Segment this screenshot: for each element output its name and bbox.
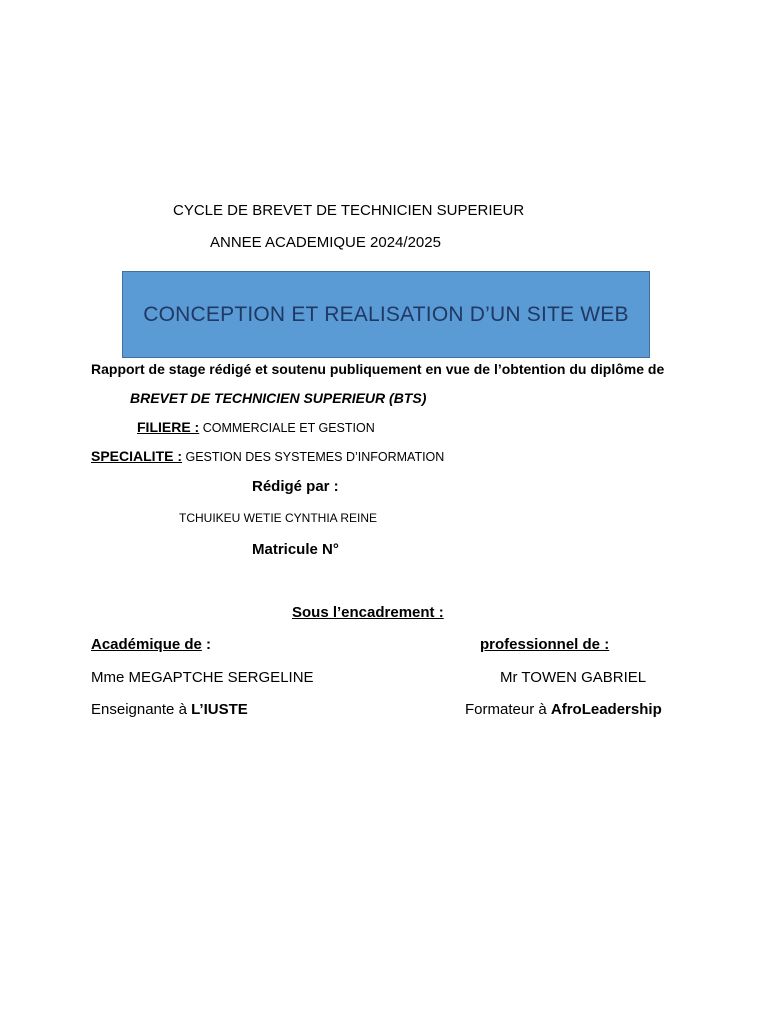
supervision-label: Sous l’encadrement :: [292, 604, 444, 621]
specialite-line: [91, 449, 444, 465]
professional-role-prefix: Formateur à: [465, 701, 551, 718]
cycle-heading: CYCLE DE BREVET DE TECHNICIEN SUPERIEUR: [173, 202, 525, 219]
report-intro: Rapport de stage rédigé et soutenu publiquement en vue de l’obtention du diplôme de: [91, 361, 665, 377]
filiere-line: [137, 420, 375, 436]
author-label: Rédigé par :: [252, 478, 339, 495]
document-title: CONCEPTION ET REALISATION D’UN SITE WEB: [143, 302, 629, 326]
academic-supervisor-heading: [91, 637, 211, 652]
professional-supervisor-heading: professionnel de :: [480, 636, 610, 653]
academic-supervisor-name: Mme MEGAPTCHE SERGELINE: [91, 669, 314, 686]
academic-role-prefix: Enseignante à: [91, 701, 192, 718]
filiere-label: FILIERE :: [137, 419, 200, 435]
author-name: TCHUIKEU WETIE CYNTHIA REINE: [179, 511, 378, 525]
professional-role-org: AfroLeadership: [550, 701, 662, 718]
specialite-value: GESTION DES SYSTEMES D’INFORMATION: [182, 450, 445, 464]
specialite-label: SPECIALITE :: [91, 448, 183, 464]
diploma-name: BREVET DE TECHNICIEN SUPERIEUR (BTS): [130, 390, 427, 406]
academic-colon: :: [201, 636, 212, 653]
academic-label: Académique de: [91, 636, 202, 653]
title-box: [122, 271, 650, 358]
matricule-label: Matricule N°: [252, 541, 339, 558]
academic-year: ANNEE ACADEMIQUE 2024/2025: [210, 234, 441, 251]
professional-supervisor-role: [465, 702, 662, 717]
academic-role-org: L’IUSTE: [191, 701, 248, 718]
professional-supervisor-name: Mr TOWEN GABRIEL: [500, 669, 647, 686]
filiere-value: COMMERCIALE ET GESTION: [199, 421, 375, 435]
academic-supervisor-role: [91, 702, 248, 717]
